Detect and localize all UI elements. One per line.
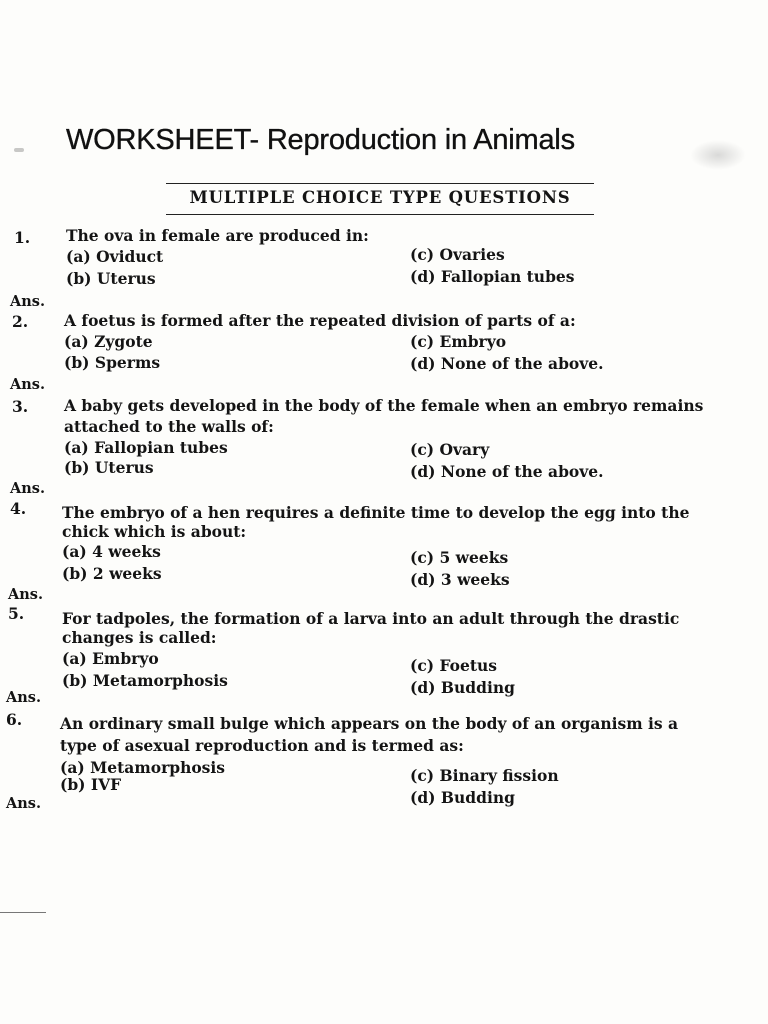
worksheet-title: WORKSHEET- Reproduction in Animals (66, 124, 575, 156)
option-b: (b) IVF (60, 775, 122, 794)
question-number: 6. (6, 710, 23, 729)
option-d: (d) 3 weeks (410, 570, 510, 589)
option-b: (b) Uterus (66, 269, 156, 288)
section-title: MULTIPLE CHOICE TYPE QUESTIONS (189, 188, 571, 207)
option-d: (d) None of the above. (410, 462, 604, 481)
question-text: An ordinary small bulge which appears on the body of an organism is a (60, 714, 679, 733)
option-a: (a) Embryo (62, 649, 159, 668)
option-d: (d) Budding (410, 788, 515, 807)
question-number: 5. (8, 604, 25, 623)
question-text: A foetus is formed after the repeated division of parts of a: (64, 311, 576, 330)
question-number: 2. (12, 312, 29, 331)
footer-rule (0, 912, 46, 913)
question-text: attached to the walls of: (64, 417, 274, 436)
option-c: (c) Foetus (410, 656, 498, 675)
question-text: chick which is about: (62, 522, 247, 541)
option-c: (c) Ovaries (410, 245, 505, 264)
answer-label: Ans. (6, 795, 42, 812)
option-c: (c) 5 weeks (410, 548, 509, 567)
answer-label: Ans. (10, 480, 46, 497)
option-c: (c) Ovary (410, 440, 490, 459)
answer-label: Ans. (10, 376, 46, 393)
question-text: changes is called: (62, 628, 217, 647)
option-b: (b) 2 weeks (62, 564, 162, 583)
question-number: 4. (10, 499, 27, 518)
option-b: (b) Metamorphosis (62, 671, 228, 690)
answer-label: Ans. (10, 293, 46, 310)
option-b: (b) Uterus (64, 458, 154, 477)
scan-mark (14, 148, 24, 152)
option-d: (d) None of the above. (410, 354, 604, 373)
option-d: (d) Fallopian tubes (410, 267, 575, 286)
option-a: (a) Fallopian tubes (64, 438, 228, 457)
option-b: (b) Sperms (64, 353, 161, 372)
scan-smudge (690, 140, 746, 170)
option-c: (c) Binary fission (410, 766, 559, 785)
question-text: A baby gets developed in the body of the female when an embryo remains (64, 396, 704, 415)
option-a: (a) Zygote (64, 332, 153, 351)
option-a: (a) Metamorphosis (60, 758, 226, 777)
question-number: 3. (12, 397, 29, 416)
question-text: type of asexual reproduction and is termed as: (60, 736, 464, 755)
question-text: For tadpoles, the formation of a larva into an adult through the drastic (62, 609, 680, 628)
option-c: (c) Embryo (410, 332, 507, 351)
question-text: The ova in female are produced in: (66, 226, 369, 245)
option-a: (a) 4 weeks (62, 542, 161, 561)
answer-label: Ans. (8, 586, 44, 603)
option-a: (a) Oviduct (66, 247, 164, 266)
option-d: (d) Budding (410, 678, 515, 697)
question-number: 1. (14, 228, 31, 247)
section-header (166, 183, 594, 215)
question-text: The embryo of a hen requires a definite time to develop the egg into the (62, 503, 690, 522)
answer-label: Ans. (6, 689, 42, 706)
